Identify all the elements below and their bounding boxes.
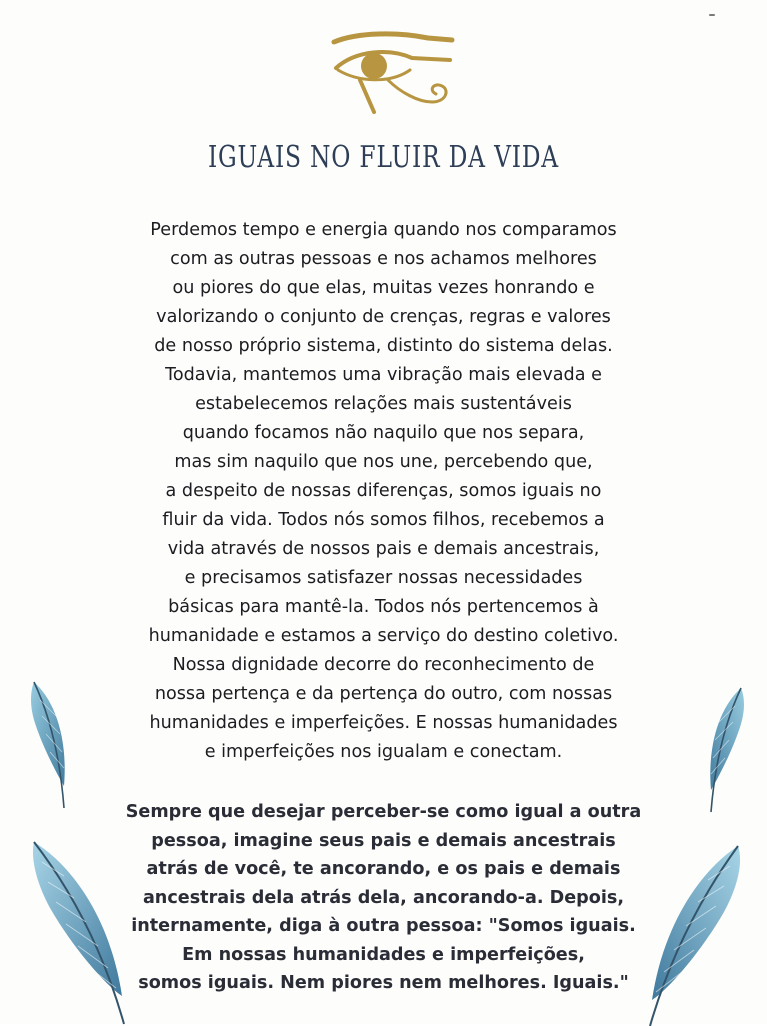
body-line: valorizando o conjunto de crenças, regras e valores [156,307,611,327]
body-paragraph [120,216,647,767]
body-line: com as outras pessoas e nos achamos melhores [170,249,597,269]
closing-line: somos iguais. Nem piores nem melhores. Iguais." [138,973,629,993]
closing-paragraph [105,798,662,998]
closing-line: atrás de você, te ancorando, e os pais e demais [146,859,621,879]
body-line: humanidade e estamos a serviço do destino coletivo. [148,626,619,646]
body-line: Todavia, mantemos uma vibração mais elevada e [165,365,602,385]
page-title: IGUAIS NO FLUIR DA VIDA [207,140,559,175]
body-line: mas sim naquilo que nos une, percebendo que, [174,452,593,472]
feather-icon [630,840,750,1026]
body-line: ou piores do que elas, muitas vezes honrando e [172,278,595,298]
body-line: e imperfeições nos igualam e conectam. [204,742,563,762]
body-line: nossa pertença e da pertença do outro, com nossas [154,684,613,704]
closing-line: ancestrais dela atrás dela, ancorando-a. Depois, [142,887,625,908]
closing-line: internamente, diga à outra pessoa: "Somos iguais. [131,916,636,936]
eye-of-horus-icon [328,30,458,120]
closing-line: Em nossas humanidades e imperfeições, [182,944,585,965]
body-line: e precisamos satisfazer nossas necessidades [184,568,583,588]
feather-icon [695,682,755,817]
body-line: a despeito de nossas diferenças, somos iguais no [165,481,602,501]
body-line: fluir da vida. Todos nós somos filhos, recebemos a [162,510,605,530]
body-line: humanidades e imperfeições. E nossas humanidades [149,713,618,733]
body-line: de nosso próprio sistema, distinto do sistema delas. [154,336,613,356]
feather-icon [20,676,80,816]
closing-line: pessoa, imagine seus pais e demais ancestrais [151,830,616,851]
body-line: quando focamos não naquilo que nos separa, [182,423,585,443]
feather-icon [24,836,134,1026]
closing-line: Sempre que desejar perceber-se como igual a outra [125,802,642,822]
body-line: básicas para mantê-la. Todos nós pertencemos à [168,597,599,617]
body-line: Nossa dignidade decorre do reconhecimento de [172,655,595,675]
paper-speck [709,14,715,16]
body-line: estabelecemos relações mais sustentáveis [195,394,572,414]
body-line: Perdemos tempo e energia quando nos comparamos [150,220,617,240]
body-line: vida através de nossos pais e demais ancestrais, [167,539,600,559]
